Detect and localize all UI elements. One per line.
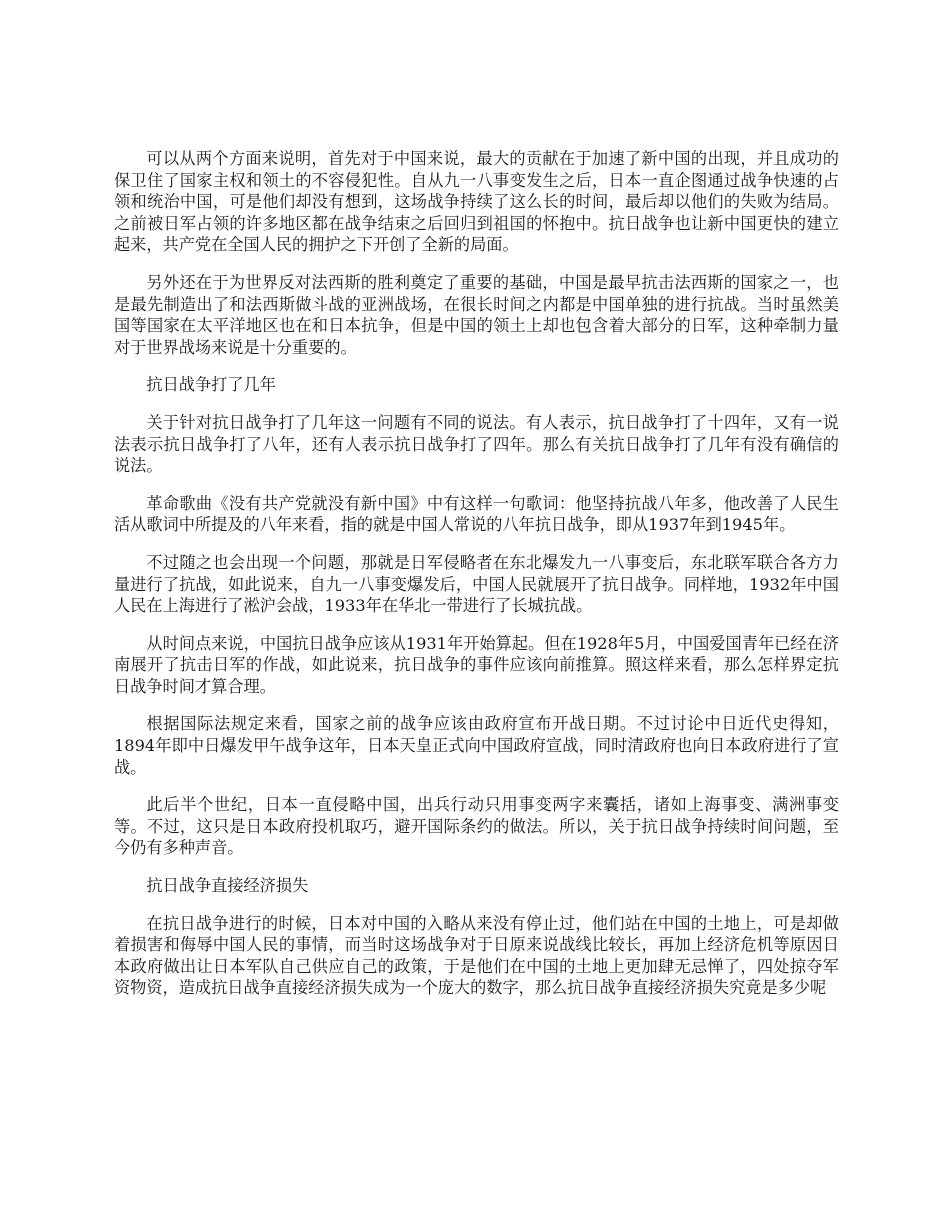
paragraph-contribution-world: 另外还在于为世界反对法西斯的胜利奠定了重要的基础，中国是最早抗击法西斯的国家之一，也是最先制造出了和法西斯做斗战的亚洲战场，在很长时间之内都是中国单独的进行抗战。当时虽然美国等国家在太平洋地区也在和日本抗争，但是中国的领土上却也包含着大部分的日军，这种牵制力量对于世界战场来说是十分重要的。 — [114, 272, 839, 357]
section-heading-economic-loss: 抗日战争直接经济损失 — [146, 876, 309, 896]
paragraph-half-century: 此后半个世纪，日本一直侵略中国，出兵行动只用事变两字来囊括，诸如上海事变、满洲事变等。不过，这只是日本政府投机取巧，避开国际条约的做法。所以，关于抗日战争持续时间问题，至今仍有多种声音。 — [114, 795, 839, 858]
section-heading-war-duration: 抗日战争打了几年 — [146, 375, 276, 395]
paragraph-duration-views: 关于针对抗日战争打了几年这一问题有不同的说法。有人表示，抗日战争打了十四年，又有一说法表示抗日战争打了八年，还有人表示抗日战争打了四年。那么有关抗日战争打了几年有没有确信的说法。 — [114, 412, 839, 476]
paragraph-international-law: 根据国际法规定来看，国家之前的战争应该由政府宣布开战日期。不过讨论中日近代史得知，1894年即中日爆发甲午战争这年，日本天皇正式向中国政府宣战，同时清政府也向日本政府进行了宣战。 — [114, 714, 839, 777]
paragraph-economic-loss: 在抗日战争进行的时候，日本对中国的入略从来没有停止过，他们站在中国的土地上，可是却做着损害和侮辱中国人民的事情，而当时这场战争对于日原来说战线比较长，再加上经济危机等原因日本政府做出让日本军队自己供应自己的政策，于是他们在中国的土地上更加肆无忌惮了，四处掠夺军资物资，造成抗日战争直接经济损失成为一个庞大的数字，那么抗日战争直接经济损失究竟是多少呢 — [114, 913, 839, 998]
paragraph-song-lyrics: 革命歌曲《没有共产党就没有新中国》中有这样一句歌词：他坚持抗战八年多，他改善了人民生活从歌词中所提及的八年来看，指的就是中国人常说的八年抗日战争，即从1937年到1945年。 — [114, 493, 839, 535]
article-body — [114, 148, 839, 1015]
paragraph-northeast-resistance: 不过随之也会出现一个问题，那就是日军侵略者在东北爆发九一八事变后，东北联军联合各方力量进行了抗战，如此说来，自九一八事变爆发后，中国人民就展开了抗日战争。同样地，1932年中国人民在上海进行了淞沪会战，1933年在华北一带进行了长城抗战。 — [114, 552, 839, 616]
paragraph-start-point: 从时间点来说，中国抗日战争应该从1931年开始算起。但在1928年5月，中国爱国青年已经在济南展开了抗击日军的作战，如此说来，抗日战争的事件应该向前推算。照这样来看，那么怎样界定抗日战争时间才算合理。 — [114, 633, 839, 696]
paragraph-contribution-china: 可以从两个方面来说明，首先对于中国来说，最大的贡献在于加速了新中国的出现，并且成功的保卫住了国家主权和领土的不容侵犯性。自从九一八事变发生之后，日本一直企图通过战争快速的占领和统治中国，可是他们却没有想到，这场战争持续了这么长的时间，最后却以他们的失败为结局。之前被日军占领的许多地区都在战争结束之后回归到祖国的怀抱中。抗日战争也让新中国更快的建立起来，共产党在全国人民的拥护之下开创了全新的局面。 — [114, 149, 839, 255]
